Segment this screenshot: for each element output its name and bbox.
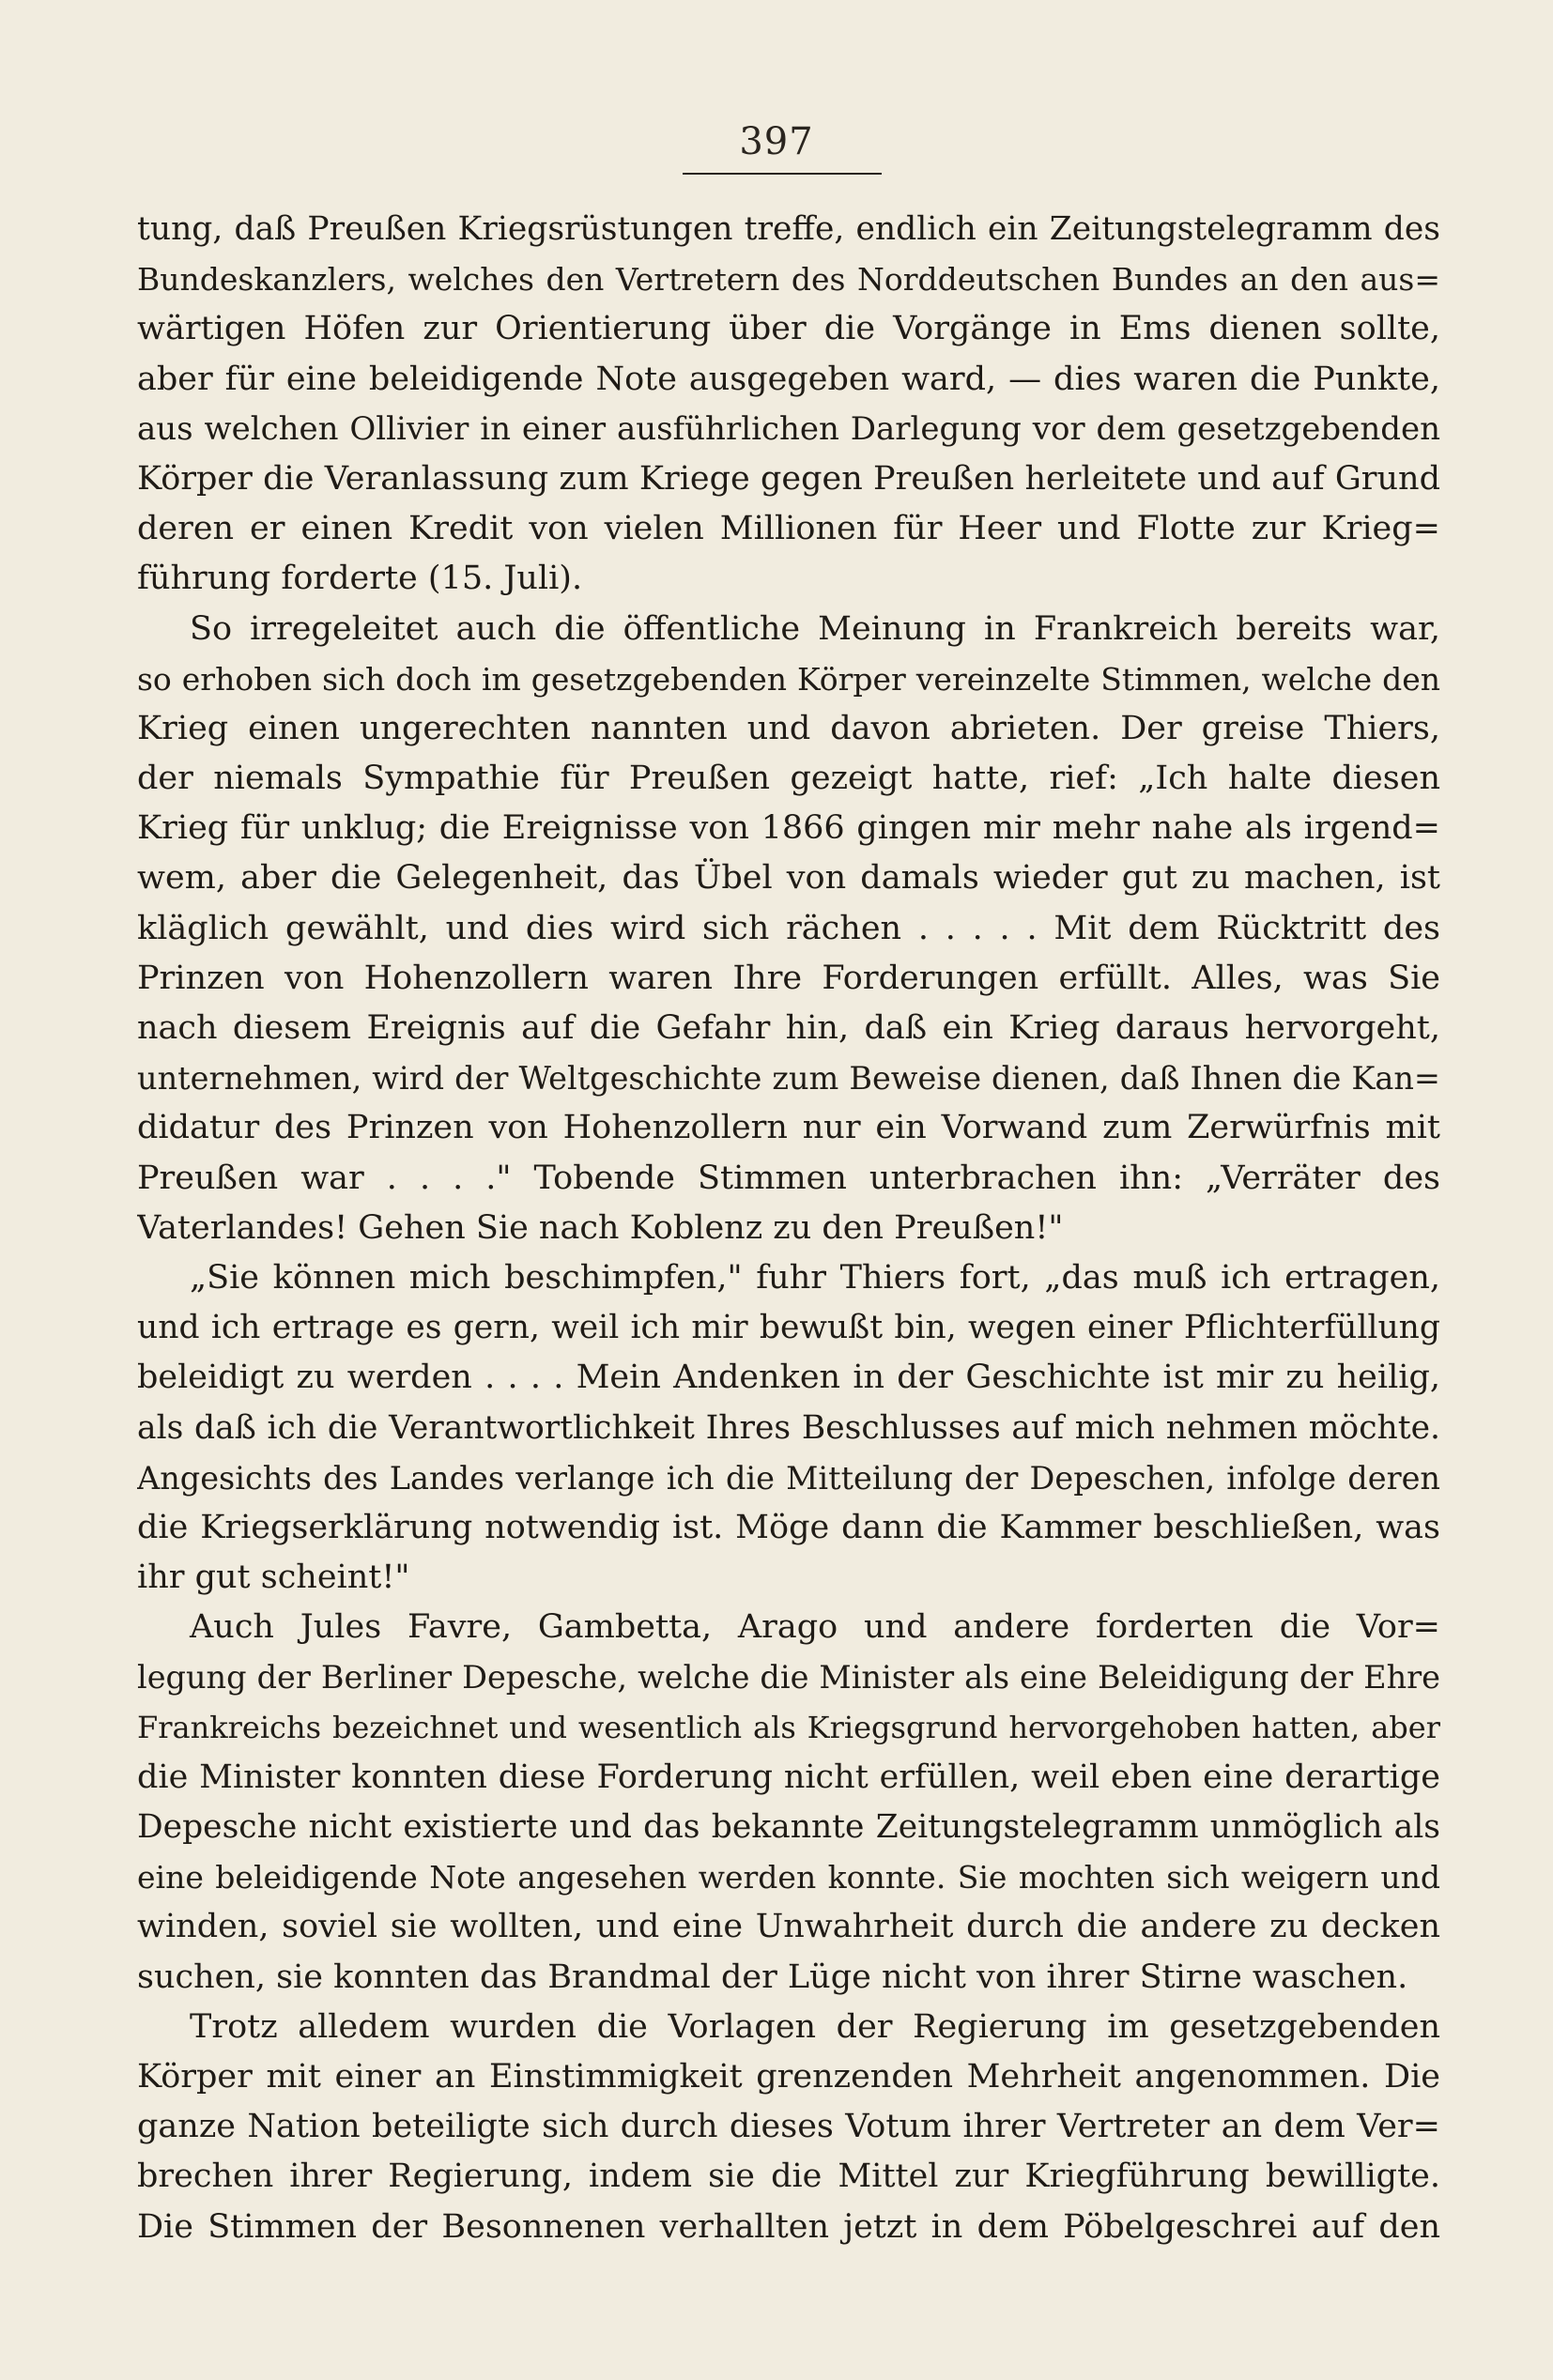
text-line: kläglich gewählt, und dies wird sich rächen . . . . . Mit dem Rücktritt des — [137, 909, 1440, 947]
text-line: eine beleidigende Note angesehen werden konnte. Sie mochten sich weigern und — [137, 1859, 1440, 1896]
text-line: aber für eine beleidigende Note ausgegeben ward, — dies waren die Punkte, — [137, 360, 1440, 398]
text-line: Vaterlandes! Gehen Sie nach Koblenz zu den Preußen!" — [137, 1208, 1064, 1247]
text-line: Preußen war . . . ." Tobende Stimmen unterbrachen ihn: „Verräter des — [137, 1159, 1440, 1197]
text-line: brechen ihrer Regierung, indem sie die Mittel zur Kriegführung bewilligte. — [137, 2157, 1440, 2196]
text-line: Auch Jules Favre, Gambetta, Arago und andere forderten die Vor= — [190, 1608, 1440, 1647]
text-line: Krieg einen ungerechten nannten und davon abrieten. Der greise Thiers, — [137, 709, 1440, 747]
text-line: wärtigen Höfen zur Orientierung über die Vorgänge in Ems dienen sollte, — [137, 310, 1440, 348]
text-line: führung forderte (15. Juli). — [137, 560, 583, 598]
text-line: didatur des Prinzen von Hohenzollern nur ein Vorwand zum Zerwürfnis mit — [137, 1109, 1440, 1147]
text-line: Bundeskanzlers, welches den Vertretern des Norddeutschen Bundes an den aus= — [137, 261, 1440, 299]
text-line: nach diesem Ereignis auf die Gefahr hin, daß ein Krieg daraus hervorgeht, — [137, 1009, 1440, 1047]
text-line: Trotz alledem wurden die Vorlagen der Regierung im gesetzgebenden — [190, 2007, 1440, 2046]
text-line: als daß ich die Verantwortlichkeit Ihres Beschlusses auf mich nehmen möchte. — [137, 1408, 1440, 1447]
text-line: winden, soviel sie wollten, und eine Unwahrheit durch die andere zu decken — [137, 1908, 1440, 1946]
text-line: und ich ertrage es gern, weil ich mir bewußt bin, wegen einer Pflichterfüllung — [137, 1309, 1440, 1347]
text-line: aus welchen Ollivier in einer ausführlichen Darlegung vor dem gesetzgebenden — [137, 409, 1440, 448]
text-line: Körper mit einer an Einstimmigkeit grenzenden Mehrheit angenommen. Die — [137, 2057, 1440, 2096]
text-line: „Sie können mich beschimpfen," fuhr Thiers fort, „das muß ich ertragen, — [190, 1258, 1440, 1297]
text-line: die Kriegserklärung notwendig ist. Möge dann die Kammer beschließen, was — [137, 1508, 1440, 1546]
text-line: Körper die Veranlassung zum Kriege gegen Preußen herleitete und auf Grund — [137, 459, 1440, 498]
header-rule — [683, 173, 882, 175]
page-number: 397 — [739, 120, 814, 163]
text-line: wem, aber die Gelegenheit, das Übel von damals wieder gut zu machen, ist — [137, 859, 1440, 898]
text-line: unternehmen, wird der Weltgeschichte zum Beweise dienen, daß Ihnen die Kan= — [137, 1060, 1440, 1098]
text-line: deren er einen Kredit von vielen Millionen für Heer und Flotte zur Krieg= — [137, 510, 1440, 548]
text-line: suchen, sie konnten das Brandmal der Lüge nicht von ihrer Stirne waschen. — [137, 1958, 1408, 1996]
text-line: tung, daß Preußen Kriegsrüstungen treffe, endlich ein Zeitungstelegramm des — [137, 210, 1440, 248]
text-line: legung der Berliner Depesche, welche die Minister als eine Beleidigung der Ehre — [137, 1659, 1440, 1697]
text-line: ganze Nation beteiligte sich durch dieses Votum ihrer Vertreter an dem Ver= — [137, 2108, 1440, 2146]
text-line: ihr gut scheint!" — [137, 1559, 410, 1597]
text-line: der niemals Sympathie für Preußen gezeigt hatte, rief: „Ich halte diesen — [137, 760, 1440, 798]
text-line: Die Stimmen der Besonnenen verhallten jetzt in dem Pöbelgeschrei auf den — [137, 2207, 1440, 2246]
text-line: beleidigt zu werden . . . . Mein Andenken in der Geschichte ist mir zu heilig, — [137, 1359, 1440, 1397]
text-line: Krieg für unklug; die Ereignisse von 1866 gingen mir mehr nahe als irgend= — [137, 809, 1440, 848]
body-text — [137, 205, 1440, 2252]
text-line: Frankreichs bezeichnet und wesentlich als Kriegsgrund hervorgehoben hatten, aber — [137, 1709, 1440, 1745]
text-line: Depesche nicht existierte und das bekannte Zeitungstelegramm unmöglich als — [137, 1808, 1440, 1846]
text-line: so erhoben sich doch im gesetzgebenden Körper vereinzelte Stimmen, welche den — [137, 660, 1440, 698]
text-line: So irregeleitet auch die öffentliche Meinung in Frankreich bereits war, — [190, 609, 1440, 648]
text-line: Angesichts des Landes verlange ich die Mitteilung der Depeschen, infolge deren — [137, 1459, 1440, 1497]
text-line: die Minister konnten diese Forderung nicht erfüllen, weil eben eine derartige — [137, 1758, 1440, 1796]
text-line: Prinzen von Hohenzollern waren Ihre Forderungen erfüllt. Alles, was Sie — [137, 959, 1440, 997]
